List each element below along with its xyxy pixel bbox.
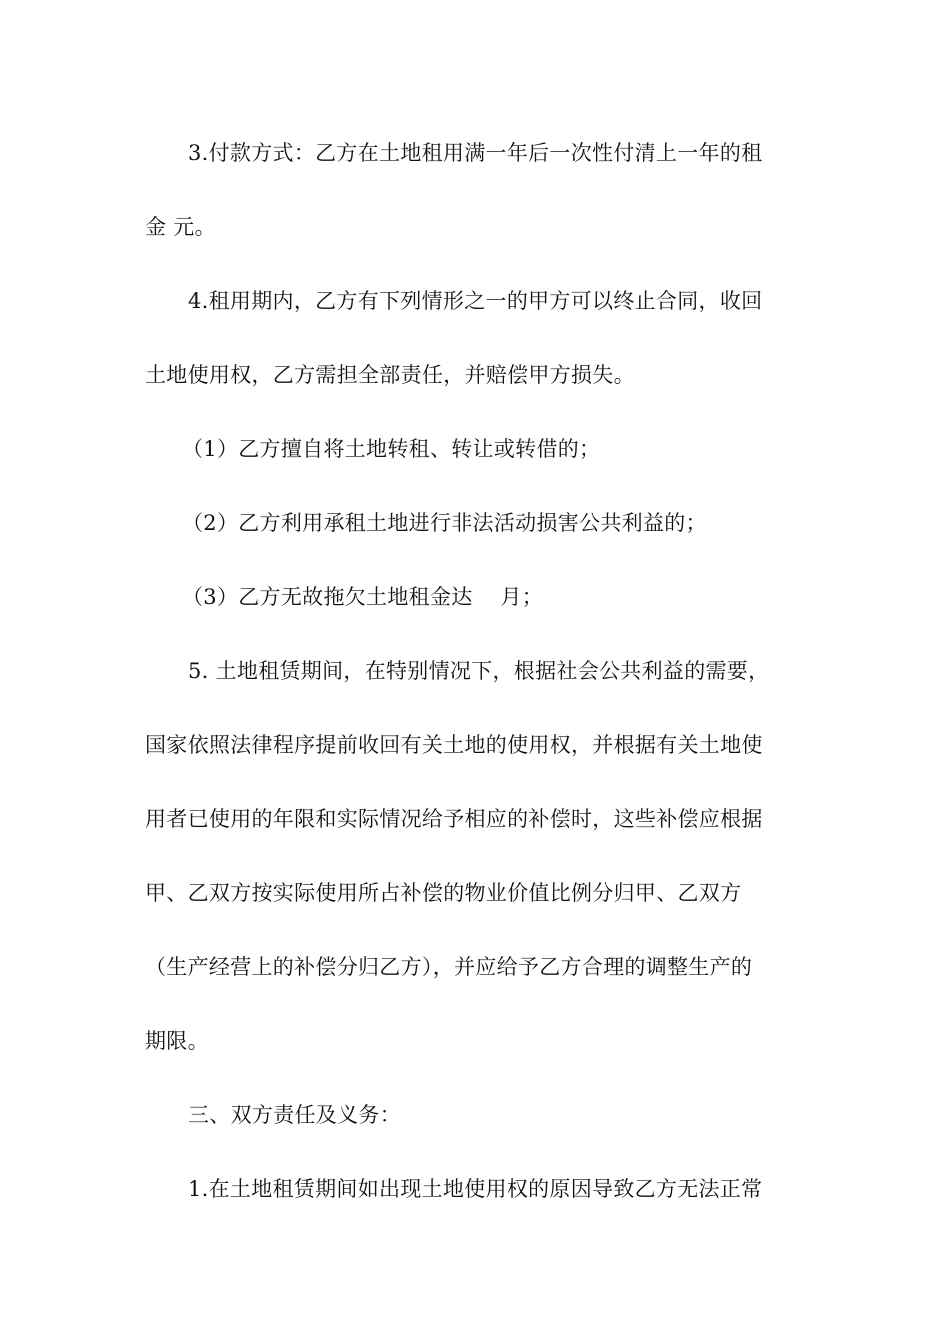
text-line: 金 元。 — [145, 215, 216, 239]
text-line: 甲、乙双方按实际使用所占补偿的物业价值比例分归甲、乙双方 — [145, 881, 742, 905]
text-line: 4.租用期内，乙方有下列情形之一的甲方可以终止合同，收回 — [188, 289, 763, 313]
section-heading: 三、双方责任及义务： — [188, 1103, 401, 1127]
text-line: 5. 土地租赁期间，在特别情况下，根据社会公共利益的需要， — [188, 659, 770, 683]
text-line: 3.付款方式：乙方在土地租用满一年后一次性付清上一年的租 — [188, 141, 763, 165]
text-line: 土地使用权，乙方需担全部责任，并赔偿甲方损失。 — [145, 363, 635, 387]
text-line: （生产经营上的补偿分归乙方），并应给予乙方合理的调整生产的 — [145, 955, 753, 979]
text-line: 用者已使用的年限和实际情况给予相应的补偿时，这些补偿应根据 — [145, 807, 763, 831]
text-line: 期限。 — [145, 1029, 209, 1053]
list-item: （3）乙方无故拖欠土地租金达 月； — [182, 585, 544, 609]
text-line: 国家依照法律程序提前收回有关土地的使用权，并根据有关土地使 — [145, 733, 763, 757]
text-line: 1.在土地租赁期间如出现土地使用权的原因导致乙方无法正常 — [188, 1177, 763, 1201]
list-item: （1）乙方擅自将土地转租、转让或转借的； — [182, 437, 601, 461]
list-item: （2）乙方利用承租土地进行非法活动损害公共利益的； — [182, 511, 707, 535]
